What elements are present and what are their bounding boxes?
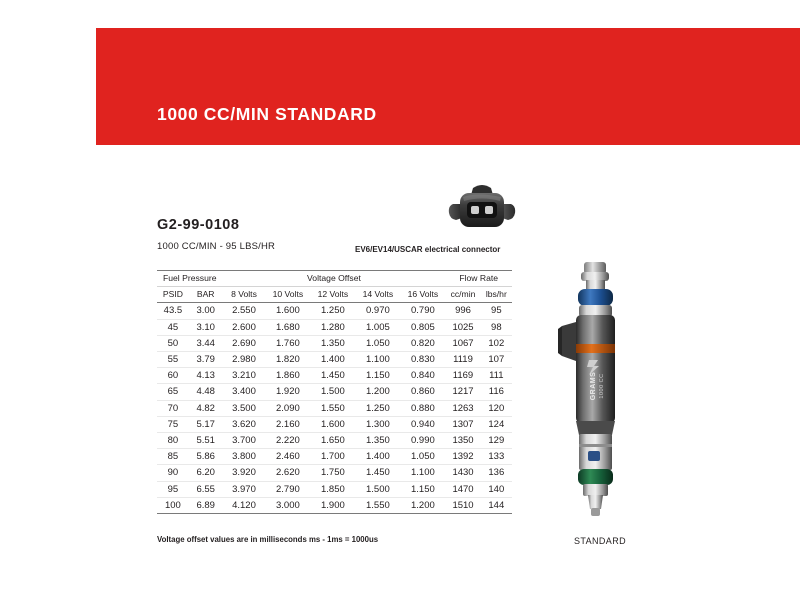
table-cell: 3.920: [223, 465, 266, 481]
spec-table: [157, 270, 512, 514]
table-cell: 129: [481, 433, 512, 449]
table-cell: 0.830: [400, 352, 445, 368]
column-header-psid: PSID: [157, 287, 189, 303]
table-cell: 1.050: [355, 335, 400, 351]
table-cell: 3.400: [223, 384, 266, 400]
injector-image: [548, 258, 644, 530]
table-cell: 2.690: [223, 335, 266, 351]
table-cell: 1.600: [310, 416, 355, 432]
table-cell: 0.840: [400, 368, 445, 384]
table-cell: 1307: [445, 416, 480, 432]
table-cell: 3.000: [265, 497, 310, 513]
table-cell: 5.17: [189, 416, 223, 432]
table-cell: 120: [481, 400, 512, 416]
table-cell: 4.13: [189, 368, 223, 384]
table-row: [157, 433, 512, 449]
table-cell: 996: [445, 303, 480, 319]
table-cell: 107: [481, 352, 512, 368]
table-cell: 1.400: [355, 449, 400, 465]
table-row: [157, 449, 512, 465]
table-cell: 1.450: [310, 368, 355, 384]
table-cell: 43.5: [157, 303, 189, 319]
table-cell: 2.220: [265, 433, 310, 449]
table-cell: 1510: [445, 497, 480, 513]
table-cell: 3.500: [223, 400, 266, 416]
table-cell: 3.44: [189, 335, 223, 351]
table-cell: 0.940: [400, 416, 445, 432]
table-cell: 3.700: [223, 433, 266, 449]
table-cell: 2.460: [265, 449, 310, 465]
table-cell: 1.860: [265, 368, 310, 384]
table-cell: 1217: [445, 384, 480, 400]
table-group-header-row: [157, 271, 512, 287]
table-cell: 50: [157, 335, 189, 351]
table-row: [157, 384, 512, 400]
table-cell: 80: [157, 433, 189, 449]
table-cell: 1.300: [355, 416, 400, 432]
table-cell: 1.750: [310, 465, 355, 481]
table-cell: 1.005: [355, 319, 400, 335]
table-cell: 1119: [445, 352, 480, 368]
table-cell: 1.350: [355, 433, 400, 449]
table-cell: 2.090: [265, 400, 310, 416]
table-cell: 45: [157, 319, 189, 335]
table-cell: 2.160: [265, 416, 310, 432]
group-header-flow-rate: Flow Rate: [445, 271, 512, 287]
table-cell: 2.620: [265, 465, 310, 481]
table-row: [157, 303, 512, 319]
table-cell: 1470: [445, 481, 480, 497]
table-cell: 1.250: [355, 400, 400, 416]
column-header-bar: BAR: [189, 287, 223, 303]
table-cell: 2.980: [223, 352, 266, 368]
table-cell: 2.550: [223, 303, 266, 319]
table-cell: 75: [157, 416, 189, 432]
connector-image: [447, 180, 517, 240]
column-header-12-volts: 12 Volts: [310, 287, 355, 303]
table-cell: 3.210: [223, 368, 266, 384]
table-footnote: Voltage offset values are in milliseconds ms - 1ms = 1000us: [157, 535, 379, 544]
svg-text:1000 CC: 1000 CC: [599, 373, 605, 399]
table-cell: 5.86: [189, 449, 223, 465]
table-cell: 100: [157, 497, 189, 513]
table-cell: 1263: [445, 400, 480, 416]
table-cell: 2.600: [223, 319, 266, 335]
table-cell: 4.120: [223, 497, 266, 513]
table-cell: 1.150: [400, 481, 445, 497]
table-cell: 1.680: [265, 319, 310, 335]
column-header-14-volts: 14 Volts: [355, 287, 400, 303]
table-cell: 124: [481, 416, 512, 432]
table-cell: 1.450: [355, 465, 400, 481]
table-cell: 95: [481, 303, 512, 319]
group-header-voltage-offset: Voltage Offset: [223, 271, 446, 287]
table-cell: 0.820: [400, 335, 445, 351]
table-cell: 5.51: [189, 433, 223, 449]
table-cell: 1.650: [310, 433, 355, 449]
table-row: [157, 319, 512, 335]
table-cell: 1.100: [355, 352, 400, 368]
table-cell: 1.350: [310, 335, 355, 351]
table-cell: 1.500: [355, 481, 400, 497]
table-cell: 2.790: [265, 481, 310, 497]
table-cell: 0.880: [400, 400, 445, 416]
page-title: 1000 CC/MIN STANDARD: [157, 104, 377, 124]
table-row: [157, 465, 512, 481]
table-cell: 1.050: [400, 449, 445, 465]
table-cell: 0.805: [400, 319, 445, 335]
table-cell: 1.920: [265, 384, 310, 400]
table-cell: 1350: [445, 433, 480, 449]
table-cell: 85: [157, 449, 189, 465]
table-cell: 136: [481, 465, 512, 481]
table-row: [157, 481, 512, 497]
table-row: [157, 335, 512, 351]
table-cell: 1025: [445, 319, 480, 335]
table-row: [157, 497, 512, 513]
column-header-cc-min: cc/min: [445, 287, 480, 303]
table-cell: 55: [157, 352, 189, 368]
table-cell: 1.200: [400, 497, 445, 513]
table-cell: 1.400: [310, 352, 355, 368]
column-header-8-volts: 8 Volts: [223, 287, 266, 303]
table-cell: 1.700: [310, 449, 355, 465]
table-cell: 3.00: [189, 303, 223, 319]
group-header-fuel-pressure: Fuel Pressure: [157, 271, 223, 287]
table-cell: 3.970: [223, 481, 266, 497]
table-cell: 4.82: [189, 400, 223, 416]
table-row: [157, 352, 512, 368]
table-cell: 1.500: [310, 384, 355, 400]
table-cell: 3.79: [189, 352, 223, 368]
table-row: [157, 416, 512, 432]
table-cell: 144: [481, 497, 512, 513]
table-cell: 1.250: [310, 303, 355, 319]
table-cell: 0.970: [355, 303, 400, 319]
table-cell: 65: [157, 384, 189, 400]
table-cell: 1392: [445, 449, 480, 465]
table-cell: 1.600: [265, 303, 310, 319]
table-cell: 70: [157, 400, 189, 416]
table-cell: 90: [157, 465, 189, 481]
injector-caption: STANDARD: [573, 536, 627, 546]
table-cell: 95: [157, 481, 189, 497]
table-cell: 140: [481, 481, 512, 497]
table-cell: 1.100: [400, 465, 445, 481]
table-cell: 1.550: [355, 497, 400, 513]
table-cell: 1.760: [265, 335, 310, 351]
svg-text:GRAMS: GRAMS: [590, 371, 597, 401]
table-cell: 1067: [445, 335, 480, 351]
table-cell: 102: [481, 335, 512, 351]
table-cell: 0.790: [400, 303, 445, 319]
table-cell: 3.10: [189, 319, 223, 335]
column-header-lbs-hr: lbs/hr: [481, 287, 512, 303]
table-cell: 1.280: [310, 319, 355, 335]
table-cell: 1.550: [310, 400, 355, 416]
table-cell: 4.48: [189, 384, 223, 400]
column-header-10-volts: 10 Volts: [265, 287, 310, 303]
table-cell: 111: [481, 368, 512, 384]
part-number: G2-99-0108: [157, 217, 240, 233]
part-subtitle: 1000 CC/MIN - 95 LBS/HR: [157, 241, 276, 252]
table-cell: 6.20: [189, 465, 223, 481]
table-cell: 1169: [445, 368, 480, 384]
table-cell: 1.820: [265, 352, 310, 368]
table-cell: 3.620: [223, 416, 266, 432]
table-row: [157, 400, 512, 416]
table-cell: 133: [481, 449, 512, 465]
table-body: [157, 303, 512, 514]
table-cell: 1.150: [355, 368, 400, 384]
table-cell: 1.900: [310, 497, 355, 513]
table-cell: 1430: [445, 465, 480, 481]
table-cell: 1.850: [310, 481, 355, 497]
table-cell: 116: [481, 384, 512, 400]
table-cell: 3.800: [223, 449, 266, 465]
table-cell: 0.990: [400, 433, 445, 449]
connector-caption: EV6/EV14/USCAR electrical connector: [355, 245, 501, 254]
table-cell: 98: [481, 319, 512, 335]
header-banner: [96, 28, 800, 145]
table-cell: 6.55: [189, 481, 223, 497]
table-header-row: [157, 287, 512, 303]
table-row: [157, 368, 512, 384]
table-cell: 1.200: [355, 384, 400, 400]
table-cell: 0.860: [400, 384, 445, 400]
column-header-16-volts: 16 Volts: [400, 287, 445, 303]
table-cell: 6.89: [189, 497, 223, 513]
table-cell: 60: [157, 368, 189, 384]
